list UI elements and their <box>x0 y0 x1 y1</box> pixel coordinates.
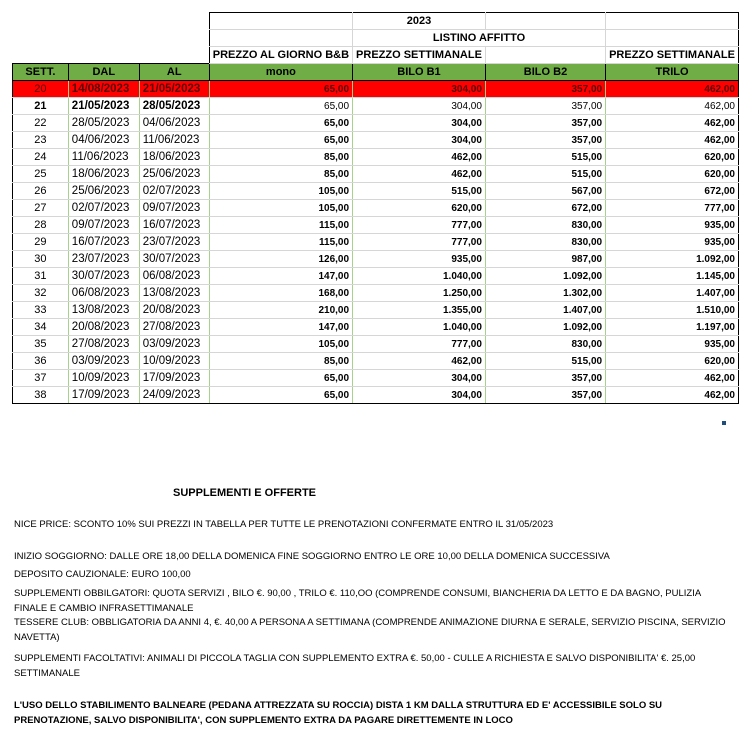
al-cell: 21/05/2023 <box>139 81 209 98</box>
deposito-text: DEPOSITO CAUZIONALE: EURO 100,00 <box>14 569 191 580</box>
mono-price-cell: 147,00 <box>209 268 352 285</box>
week-cell: 38 <box>13 387 69 404</box>
bilo-b2-price-cell: 357,00 <box>485 387 605 404</box>
al-cell: 04/06/2023 <box>139 115 209 132</box>
bilo-b2-price-cell: 1.092,00 <box>485 268 605 285</box>
week-cell: 33 <box>13 302 69 319</box>
dal-cell: 02/07/2023 <box>68 200 139 217</box>
trilo-price-cell: 462,00 <box>606 387 739 404</box>
table-row <box>13 81 739 98</box>
trilo-price-cell: 462,00 <box>606 115 739 132</box>
week-cell: 31 <box>13 268 69 285</box>
bilo-b1-price-cell: 777,00 <box>353 336 486 353</box>
bilo-b2-price-cell: 830,00 <box>485 217 605 234</box>
dal-cell: 16/07/2023 <box>68 234 139 251</box>
bilo-b2-price-cell: 1.407,00 <box>485 302 605 319</box>
dal-cell: 03/09/2023 <box>68 353 139 370</box>
mono-price-cell: 115,00 <box>209 217 352 234</box>
trilo-price-cell: 935,00 <box>606 234 739 251</box>
trilo-price-cell: 935,00 <box>606 336 739 353</box>
week-cell: 20 <box>13 81 69 98</box>
week-cell: 24 <box>13 149 69 166</box>
week-cell: 21 <box>13 98 69 115</box>
trilo-price-cell: 462,00 <box>606 81 739 98</box>
bilo-b2-price-cell: 515,00 <box>485 353 605 370</box>
bilo-b1-price-cell: 304,00 <box>353 387 486 404</box>
dal-cell: 11/06/2023 <box>68 149 139 166</box>
trilo-price-cell: 620,00 <box>606 166 739 183</box>
mono-price-cell: 115,00 <box>209 234 352 251</box>
table-row <box>13 251 739 268</box>
trilo-price-cell: 1.510,00 <box>606 302 739 319</box>
bilo-b2-price-cell: 830,00 <box>485 234 605 251</box>
mono-price-cell: 65,00 <box>209 115 352 132</box>
bilo-b2-price-cell: 515,00 <box>485 166 605 183</box>
bilo-b2-price-cell: 1.092,00 <box>485 319 605 336</box>
col-trilo: TRILO <box>606 64 739 81</box>
table-row <box>13 98 739 115</box>
al-cell: 13/08/2023 <box>139 285 209 302</box>
bilo-b2-price-cell: 357,00 <box>485 115 605 132</box>
prezzo-settimanale-label-2: PREZZO SETTIMANALE <box>606 47 739 64</box>
mono-price-cell: 105,00 <box>209 336 352 353</box>
dal-cell: 13/08/2023 <box>68 302 139 319</box>
dal-cell: 25/06/2023 <box>68 183 139 200</box>
obbligatori-text: SUPPLEMENTI OBBILGATORI: QUOTA SERVIZI , BILO €. 90,00 , TRILO €. 110,OO (COMPRENDE CONSUMI, BIANCHERIA DA LETTO E DA BAGNO, PULIZIA FINALE E CAMBIO INFRASETTIMANALE <box>14 588 701 614</box>
bilo-b1-price-cell: 304,00 <box>353 98 486 115</box>
bilo-b1-price-cell: 620,00 <box>353 200 486 217</box>
trilo-price-cell: 620,00 <box>606 353 739 370</box>
al-cell: 06/08/2023 <box>139 268 209 285</box>
bilo-b2-price-cell: 357,00 <box>485 98 605 115</box>
mono-price-cell: 85,00 <box>209 353 352 370</box>
bilo-b2-price-cell: 515,00 <box>485 149 605 166</box>
trilo-price-cell: 1.407,00 <box>606 285 739 302</box>
al-cell: 11/06/2023 <box>139 132 209 149</box>
week-cell: 35 <box>13 336 69 353</box>
week-cell: 29 <box>13 234 69 251</box>
bilo-b2-price-cell: 357,00 <box>485 132 605 149</box>
trilo-price-cell: 462,00 <box>606 98 739 115</box>
al-cell: 09/07/2023 <box>139 200 209 217</box>
bilo-b2-price-cell: 830,00 <box>485 336 605 353</box>
bilo-b1-price-cell: 777,00 <box>353 234 486 251</box>
bilo-b1-price-cell: 1.355,00 <box>353 302 486 319</box>
dal-cell: 18/06/2023 <box>68 166 139 183</box>
dal-cell: 04/06/2023 <box>68 132 139 149</box>
dal-cell: 09/07/2023 <box>68 217 139 234</box>
dal-cell: 21/05/2023 <box>68 98 139 115</box>
tessere-text: TESSERE CLUB: OBBLIGATORIA DA ANNI 4, €. 40,00 A PERSONA A SETTIMANA (COMPRENDE ANIMAZIONE DIURNA E SERALE, SERVIZIO PISCINA, SERVIZIO NAVETTA) <box>14 617 726 643</box>
column-header-row <box>13 64 739 81</box>
bilo-b1-price-cell: 304,00 <box>353 115 486 132</box>
dal-cell: 27/08/2023 <box>68 336 139 353</box>
week-cell: 25 <box>13 166 69 183</box>
table-row <box>13 217 739 234</box>
bilo-b2-price-cell: 672,00 <box>485 200 605 217</box>
bilo-b2-price-cell: 357,00 <box>485 370 605 387</box>
table-resize-handle[interactable] <box>722 421 726 425</box>
week-cell: 32 <box>13 285 69 302</box>
trilo-price-cell: 1.145,00 <box>606 268 739 285</box>
week-cell: 34 <box>13 319 69 336</box>
bilo-b2-price-cell: 567,00 <box>485 183 605 200</box>
mono-price-cell: 105,00 <box>209 200 352 217</box>
table-row <box>13 166 739 183</box>
mono-price-cell: 85,00 <box>209 166 352 183</box>
bilo-b1-price-cell: 1.040,00 <box>353 268 486 285</box>
bilo-b1-price-cell: 777,00 <box>353 217 486 234</box>
mono-price-cell: 147,00 <box>209 319 352 336</box>
bilo-b2-price-cell: 357,00 <box>485 81 605 98</box>
table-row <box>13 387 739 404</box>
supplementi-title: SUPPLEMENTI E OFFERTE <box>173 487 317 499</box>
bilo-b1-price-cell: 462,00 <box>353 166 486 183</box>
mono-price-cell: 126,00 <box>209 251 352 268</box>
week-cell: 22 <box>13 115 69 132</box>
bilo-b1-price-cell: 462,00 <box>353 149 486 166</box>
mono-price-cell: 85,00 <box>209 149 352 166</box>
stabilimento-text: L'USO DELLO STABILIMENTO BALNEARE (PEDANA ATTREZZATA SU ROCCIA) DISTA 1 KM DALLA STRUTTURA ED E' ACCESSIBILE SOLO SU PRENOTAZIONE, SALVO DISPONIBILITA', CON SUPPLEMENTO EXTRA DA PAGARE DIRETTEMENTE IN LOCO <box>14 700 663 726</box>
bilo-b1-price-cell: 1.040,00 <box>353 319 486 336</box>
mono-price-cell: 65,00 <box>209 370 352 387</box>
table-row <box>13 234 739 251</box>
col-al: AL <box>139 64 209 81</box>
week-cell: 36 <box>13 353 69 370</box>
al-cell: 10/09/2023 <box>139 353 209 370</box>
bilo-b1-price-cell: 304,00 <box>353 132 486 149</box>
table-row <box>13 149 739 166</box>
week-cell: 26 <box>13 183 69 200</box>
week-cell: 30 <box>13 251 69 268</box>
bilo-b2-price-cell: 987,00 <box>485 251 605 268</box>
col-mono: mono <box>209 64 352 81</box>
nice-price-text: NICE PRICE: SCONTO 10% SUI PREZZI IN TABELLA PER TUTTE LE PRENOTAZIONI CONFERMATE ENTRO IL 31/05/2023 <box>14 519 554 530</box>
facoltativi-text: SUPPLEMENTI FACOLTATIVI: ANIMALI DI PICCOLA TAGLIA CON SUPPLEMENTO EXTRA €. 50,00 - CULLE A RICHIESTA E SALVO DISPONIBILITA' €. 25,00 SETTIMANALE <box>14 653 696 679</box>
week-cell: 23 <box>13 132 69 149</box>
table-row <box>13 132 739 149</box>
table-row <box>13 336 739 353</box>
dal-cell: 14/08/2023 <box>68 81 139 98</box>
trilo-price-cell: 935,00 <box>606 217 739 234</box>
al-cell: 28/05/2023 <box>139 98 209 115</box>
table-row <box>13 268 739 285</box>
table-row <box>13 353 739 370</box>
price-table <box>12 12 739 404</box>
table-row <box>13 200 739 217</box>
week-cell: 28 <box>13 217 69 234</box>
bilo-b1-price-cell: 1.250,00 <box>353 285 486 302</box>
week-cell: 27 <box>13 200 69 217</box>
al-cell: 17/09/2023 <box>139 370 209 387</box>
bilo-b1-price-cell: 304,00 <box>353 370 486 387</box>
dal-cell: 23/07/2023 <box>68 251 139 268</box>
al-cell: 27/08/2023 <box>139 319 209 336</box>
table-row <box>13 370 739 387</box>
dal-cell: 06/08/2023 <box>68 285 139 302</box>
prezzo-settimanale-label-1: PREZZO SETTIMANALE <box>353 47 486 64</box>
col-bilo-b1: BILO B1 <box>353 64 486 81</box>
al-cell: 25/06/2023 <box>139 166 209 183</box>
bilo-b1-price-cell: 304,00 <box>353 81 486 98</box>
trilo-price-cell: 1.092,00 <box>606 251 739 268</box>
trilo-price-cell: 462,00 <box>606 132 739 149</box>
mono-price-cell: 65,00 <box>209 98 352 115</box>
al-cell: 23/07/2023 <box>139 234 209 251</box>
trilo-price-cell: 672,00 <box>606 183 739 200</box>
bilo-b2-price-cell: 1.302,00 <box>485 285 605 302</box>
listino-label: LISTINO AFFITTO <box>353 30 606 47</box>
col-dal: DAL <box>68 64 139 81</box>
al-cell: 24/09/2023 <box>139 387 209 404</box>
table-row <box>13 115 739 132</box>
al-cell: 20/08/2023 <box>139 302 209 319</box>
prezzo-giorno-label: PREZZO AL GIORNO B&B <box>209 47 352 64</box>
table-row <box>13 302 739 319</box>
al-cell: 16/07/2023 <box>139 217 209 234</box>
mono-price-cell: 210,00 <box>209 302 352 319</box>
mono-price-cell: 105,00 <box>209 183 352 200</box>
mono-price-cell: 65,00 <box>209 132 352 149</box>
al-cell: 02/07/2023 <box>139 183 209 200</box>
trilo-price-cell: 1.197,00 <box>606 319 739 336</box>
al-cell: 30/07/2023 <box>139 251 209 268</box>
dal-cell: 10/09/2023 <box>68 370 139 387</box>
bilo-b1-price-cell: 935,00 <box>353 251 486 268</box>
inizio-soggiorno-text: INIZIO SOGGIORNO: DALLE ORE 18,00 DELLA DOMENICA FINE SOGGIORNO ENTRO LE ORE 10,00 DELLA DOMENICA SUCCESSIVA <box>14 551 610 562</box>
dal-cell: 30/07/2023 <box>68 268 139 285</box>
table-row <box>13 319 739 336</box>
mono-price-cell: 65,00 <box>209 81 352 98</box>
col-bilo-b2: BILO B2 <box>485 64 605 81</box>
week-cell: 37 <box>13 370 69 387</box>
table-row <box>13 183 739 200</box>
dal-cell: 17/09/2023 <box>68 387 139 404</box>
dal-cell: 20/08/2023 <box>68 319 139 336</box>
col-sett: SETT. <box>13 64 69 81</box>
trilo-price-cell: 462,00 <box>606 370 739 387</box>
trilo-price-cell: 620,00 <box>606 149 739 166</box>
dal-cell: 28/05/2023 <box>68 115 139 132</box>
year-label: 2023 <box>353 13 486 30</box>
al-cell: 03/09/2023 <box>139 336 209 353</box>
table-row <box>13 285 739 302</box>
mono-price-cell: 65,00 <box>209 387 352 404</box>
mono-price-cell: 168,00 <box>209 285 352 302</box>
bilo-b1-price-cell: 515,00 <box>353 183 486 200</box>
al-cell: 18/06/2023 <box>139 149 209 166</box>
trilo-price-cell: 777,00 <box>606 200 739 217</box>
bilo-b1-price-cell: 462,00 <box>353 353 486 370</box>
